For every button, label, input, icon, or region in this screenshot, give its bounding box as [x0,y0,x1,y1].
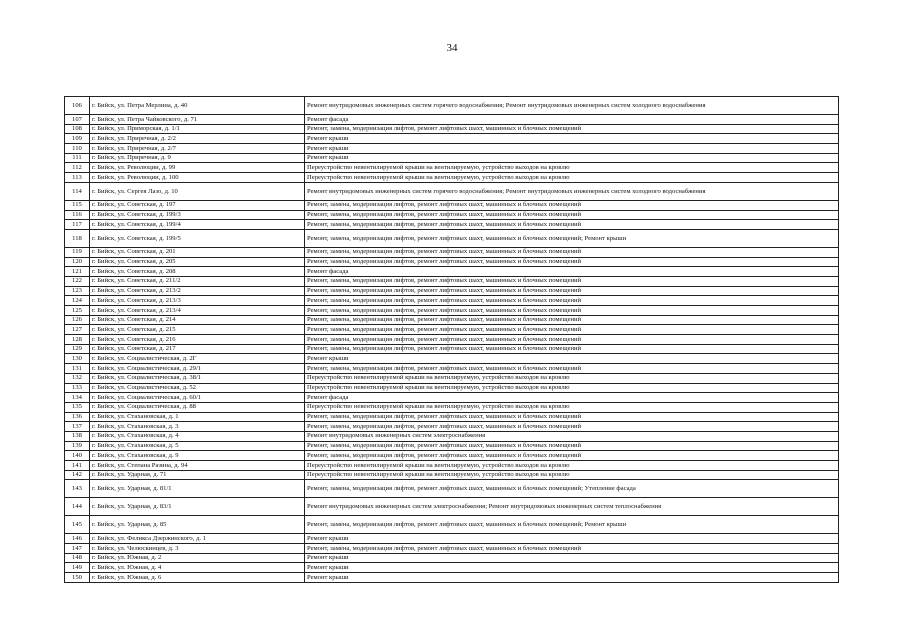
works-cell: Ремонт крыши [305,134,839,144]
address-cell: г. Бийск, ул. Приречная, д. 2/7 [90,144,305,154]
row-number-cell: 139 [65,441,90,451]
works-cell: Ремонт, замена, модернизация лифтов, ремонт лифтовых шахт, машинных и блочных помещений; Ремонт крыши [305,516,839,534]
table-row [65,354,839,364]
address-cell: г. Бийск, ул. Советская, д. 213/2 [90,286,305,296]
address-cell: г. Бийск, ул. Советская, д. 217 [90,344,305,354]
page-number: 34 [446,42,458,54]
table-row [65,163,839,173]
row-number-cell: 121 [65,267,90,277]
works-cell: Ремонт, замена, модернизация лифтов, ремонт лифтовых шахт, машинных и блочных помещений [305,422,839,432]
table-row [65,115,839,125]
row-number-cell: 127 [65,325,90,335]
works-cell: Ремонт, замена, модернизация лифтов, ремонт лифтовых шахт, машинных и блочных помещений; Утепление фасада [305,480,839,498]
row-number-cell: 145 [65,516,90,534]
address-cell: г. Бийск, ул. Челюскинцев, д. 3 [90,544,305,554]
row-number-cell: 116 [65,210,90,220]
table-row [65,431,839,441]
table-row [65,402,839,412]
table-row [65,229,839,247]
address-cell: г. Бийск, ул. Советская, д. 199/5 [90,229,305,247]
row-number-cell: 113 [65,173,90,183]
works-cell: Ремонт крыши [305,573,839,583]
works-cell: Переустройство невентилируемой крыши на вентилируемую, устройство выходов на кровлю [305,163,839,173]
table-row [65,144,839,154]
works-cell: Ремонт внутридомовых инженерных систем горячего водоснабжения; Ремонт внутридомовых инженерных систем холодного водоснабжения [305,97,839,115]
table-body [65,97,839,583]
address-cell: г. Бийск, ул. Южная, д. 2 [90,553,305,563]
address-cell: г. Бийск, ул. Социалистическая, д. 52 [90,383,305,393]
row-number-cell: 148 [65,553,90,563]
table-row [65,516,839,534]
row-number-cell: 146 [65,534,90,544]
table-row [65,544,839,554]
address-cell: г. Бийск, ул. Советская, д. 208 [90,267,305,277]
address-cell: г. Бийск, ул. Советская, д. 214 [90,315,305,325]
row-number-cell: 141 [65,461,90,471]
address-cell: г. Бийск, ул. Социалистическая, д. 60/1 [90,393,305,403]
table-row [65,412,839,422]
address-cell: г. Бийск, ул. Советская, д. 205 [90,257,305,267]
works-cell: Переустройство невентилируемой крыши на вентилируемую, устройство выходов на кровлю [305,470,839,480]
row-number-cell: 114 [65,182,90,200]
table-row [65,534,839,544]
works-cell: Ремонт крыши [305,563,839,573]
address-cell: г. Бийск, ул. Приморская, д. 1/1 [90,124,305,134]
address-cell: г. Бийск, ул. Стахановская, д. 1 [90,412,305,422]
row-number-cell: 108 [65,124,90,134]
table-row [65,335,839,345]
works-cell: Ремонт, замена, модернизация лифтов, ремонт лифтовых шахт, машинных и блочных помещений [305,544,839,554]
row-number-cell: 106 [65,97,90,115]
table-row [65,451,839,461]
address-cell: г. Бийск, ул. Советская, д. 201 [90,247,305,257]
row-number-cell: 128 [65,335,90,345]
table-row [65,364,839,374]
address-cell: г. Бийск, ул. Социалистическая, д. 2Г [90,354,305,364]
works-cell: Ремонт, замена, модернизация лифтов, ремонт лифтовых шахт, машинных и блочных помещений [305,200,839,210]
works-cell: Ремонт, замена, модернизация лифтов, ремонт лифтовых шахт, машинных и блочных помещений [305,286,839,296]
works-cell: Ремонт, замена, модернизация лифтов, ремонт лифтовых шахт, машинных и блочных помещений [305,441,839,451]
works-cell: Ремонт, замена, модернизация лифтов, ремонт лифтовых шахт, машинных и блочных помещений [305,325,839,335]
row-number-cell: 123 [65,286,90,296]
address-cell: г. Бийск, ул. Социалистическая, д. 38/1 [90,373,305,383]
works-cell: Ремонт крыши [305,553,839,563]
works-cell: Ремонт, замена, модернизация лифтов, ремонт лифтовых шахт, машинных и блочных помещений [305,210,839,220]
address-cell: г. Бийск, ул. Стахановская, д. 5 [90,441,305,451]
table-row [65,124,839,134]
row-number-cell: 131 [65,364,90,374]
row-number-cell: 115 [65,200,90,210]
address-cell: г. Бийск, ул. Южная, д. 4 [90,563,305,573]
works-cell: Ремонт, замена, модернизация лифтов, ремонт лифтовых шахт, машинных и блочных помещений; Ремонт крыши [305,229,839,247]
address-cell: г. Бийск, ул. Советская, д. 215 [90,325,305,335]
works-cell: Ремонт крыши [305,534,839,544]
table-row [65,383,839,393]
row-number-cell: 110 [65,144,90,154]
table-row [65,422,839,432]
row-number-cell: 136 [65,412,90,422]
works-cell: Переустройство невентилируемой крыши на вентилируемую, устройство выходов на кровлю [305,402,839,412]
works-cell: Переустройство невентилируемой крыши на вентилируемую, устройство выходов на кровлю [305,173,839,183]
table-row [65,498,839,516]
table-row [65,97,839,115]
table-row [65,344,839,354]
table-row [65,441,839,451]
table-row [65,461,839,471]
row-number-cell: 120 [65,257,90,267]
address-cell: г. Бийск, ул. Ударная, д. 85 [90,516,305,534]
works-cell: Ремонт крыши [305,144,839,154]
works-cell: Ремонт внутридомовых инженерных систем горячего водоснабжения; Ремонт внутридомовых инженерных систем холодного водоснабжения [305,182,839,200]
row-number-cell: 124 [65,296,90,306]
row-number-cell: 133 [65,383,90,393]
works-cell: Ремонт, замена, модернизация лифтов, ремонт лифтовых шахт, машинных и блочных помещений [305,364,839,374]
table-row [65,373,839,383]
address-cell: г. Бийск, ул. Ударная, д. 71 [90,470,305,480]
row-number-cell: 112 [65,163,90,173]
address-cell: г. Бийск, ул. Стахановская, д. 9 [90,451,305,461]
address-cell: г. Бийск, ул. Советская, д. 216 [90,335,305,345]
row-number-cell: 126 [65,315,90,325]
table-row [65,182,839,200]
works-cell: Ремонт, замена, модернизация лифтов, ремонт лифтовых шахт, машинных и блочных помещений [305,451,839,461]
address-cell: г. Бийск, ул. Революции, д. 99 [90,163,305,173]
works-cell: Ремонт крыши [305,354,839,364]
row-number-cell: 149 [65,563,90,573]
address-cell: г. Бийск, ул. Социалистическая, д. 29/1 [90,364,305,374]
table-row [65,480,839,498]
table-row [65,306,839,316]
row-number-cell: 150 [65,573,90,583]
address-cell: г. Бийск, ул. Социалистическая, д. 88 [90,402,305,412]
works-cell: Ремонт внутридомовых инженерных систем электроснабжения [305,431,839,441]
row-number-cell: 122 [65,276,90,286]
works-cell: Ремонт внутридомовых инженерных систем электроснабжения; Ремонт внутридомовых инженерных систем теплоснабжения [305,498,839,516]
row-number-cell: 119 [65,247,90,257]
table-row [65,257,839,267]
table-row [65,210,839,220]
works-cell: Ремонт крыши [305,153,839,163]
address-cell: г. Бийск, ул. Феликса Дзержинского, д. 1 [90,534,305,544]
table-row [65,553,839,563]
row-number-cell: 130 [65,354,90,364]
table-row [65,134,839,144]
works-cell: Ремонт, замена, модернизация лифтов, ремонт лифтовых шахт, машинных и блочных помещений [305,276,839,286]
works-cell: Ремонт фасада [305,267,839,277]
row-number-cell: 142 [65,470,90,480]
table-row [65,315,839,325]
address-cell: г. Бийск, ул. Петра Чайковского, д. 71 [90,115,305,125]
row-number-cell: 135 [65,402,90,412]
table-row [65,470,839,480]
table-row [65,220,839,230]
row-number-cell: 132 [65,373,90,383]
works-cell: Ремонт, замена, модернизация лифтов, ремонт лифтовых шахт, машинных и блочных помещений [305,124,839,134]
works-cell: Ремонт, замена, модернизация лифтов, ремонт лифтовых шахт, машинных и блочных помещений [305,344,839,354]
table-row [65,200,839,210]
address-cell: г. Бийск, ул. Сергея Лазо, д. 10 [90,182,305,200]
address-cell: г. Бийск, ул. Революции, д. 100 [90,173,305,183]
address-cell: г. Бийск, ул. Стахановская, д. 3 [90,422,305,432]
address-cell: г. Бийск, ул. Степана Разина, д. 94 [90,461,305,471]
table-row [65,153,839,163]
row-number-cell: 107 [65,115,90,125]
table-row [65,267,839,277]
address-cell: г. Бийск, ул. Ударная, д. 81/1 [90,480,305,498]
row-number-cell: 118 [65,229,90,247]
row-number-cell: 109 [65,134,90,144]
address-cell: г. Бийск, ул. Приречная, д. 9 [90,153,305,163]
table-row [65,173,839,183]
row-number-cell: 147 [65,544,90,554]
works-cell: Ремонт, замена, модернизация лифтов, ремонт лифтовых шахт, машинных и блочных помещений [305,220,839,230]
table-row [65,296,839,306]
row-number-cell: 140 [65,451,90,461]
table-row [65,573,839,583]
row-number-cell: 143 [65,480,90,498]
address-cell: г. Бийск, ул. Стахановская, д. 4 [90,431,305,441]
works-cell: Ремонт фасада [305,115,839,125]
row-number-cell: 117 [65,220,90,230]
address-cell: г. Бийск, ул. Советская, д. 199/4 [90,220,305,230]
row-number-cell: 144 [65,498,90,516]
address-cell: г. Бийск, ул. Петра Мерлина, д. 40 [90,97,305,115]
works-cell: Ремонт, замена, модернизация лифтов, ремонт лифтовых шахт, машинных и блочных помещений [305,296,839,306]
works-cell: Ремонт, замена, модернизация лифтов, ремонт лифтовых шахт, машинных и блочных помещений [305,247,839,257]
row-number-cell: 137 [65,422,90,432]
works-cell: Ремонт, замена, модернизация лифтов, ремонт лифтовых шахт, машинных и блочных помещений [305,412,839,422]
row-number-cell: 111 [65,153,90,163]
works-cell: Переустройство невентилируемой крыши на вентилируемую, устройство выходов на кровлю [305,383,839,393]
table-row [65,325,839,335]
works-cell: Переустройство невентилируемой крыши на вентилируемую, устройство выходов на кровлю [305,461,839,471]
address-cell: г. Бийск, ул. Южная, д. 6 [90,573,305,583]
address-cell: г. Бийск, ул. Советская, д. 197 [90,200,305,210]
table-row [65,393,839,403]
row-number-cell: 125 [65,306,90,316]
works-cell: Ремонт, замена, модернизация лифтов, ремонт лифтовых шахт, машинных и блочных помещений [305,335,839,345]
row-number-cell: 129 [65,344,90,354]
works-cell: Ремонт, замена, модернизация лифтов, ремонт лифтовых шахт, машинных и блочных помещений [305,315,839,325]
works-cell: Ремонт фасада [305,393,839,403]
address-cell: г. Бийск, ул. Ударная, д. 83/1 [90,498,305,516]
address-cell: г. Бийск, ул. Приречная, д. 2/2 [90,134,305,144]
address-cell: г. Бийск, ул. Советская, д. 213/3 [90,296,305,306]
address-cell: г. Бийск, ул. Советская, д. 213/4 [90,306,305,316]
address-cell: г. Бийск, ул. Советская, д. 211/2 [90,276,305,286]
works-cell: Ремонт, замена, модернизация лифтов, ремонт лифтовых шахт, машинных и блочных помещений [305,257,839,267]
row-number-cell: 138 [65,431,90,441]
table-row [65,276,839,286]
address-cell: г. Бийск, ул. Советская, д. 199/3 [90,210,305,220]
works-cell: Переустройство невентилируемой крыши на вентилируемую, устройство выходов на кровлю [305,373,839,383]
row-number-cell: 134 [65,393,90,403]
works-cell: Ремонт, замена, модернизация лифтов, ремонт лифтовых шахт, машинных и блочных помещений [305,306,839,316]
table-row [65,286,839,296]
table-row [65,563,839,573]
repair-works-table [64,96,839,583]
table-row [65,247,839,257]
